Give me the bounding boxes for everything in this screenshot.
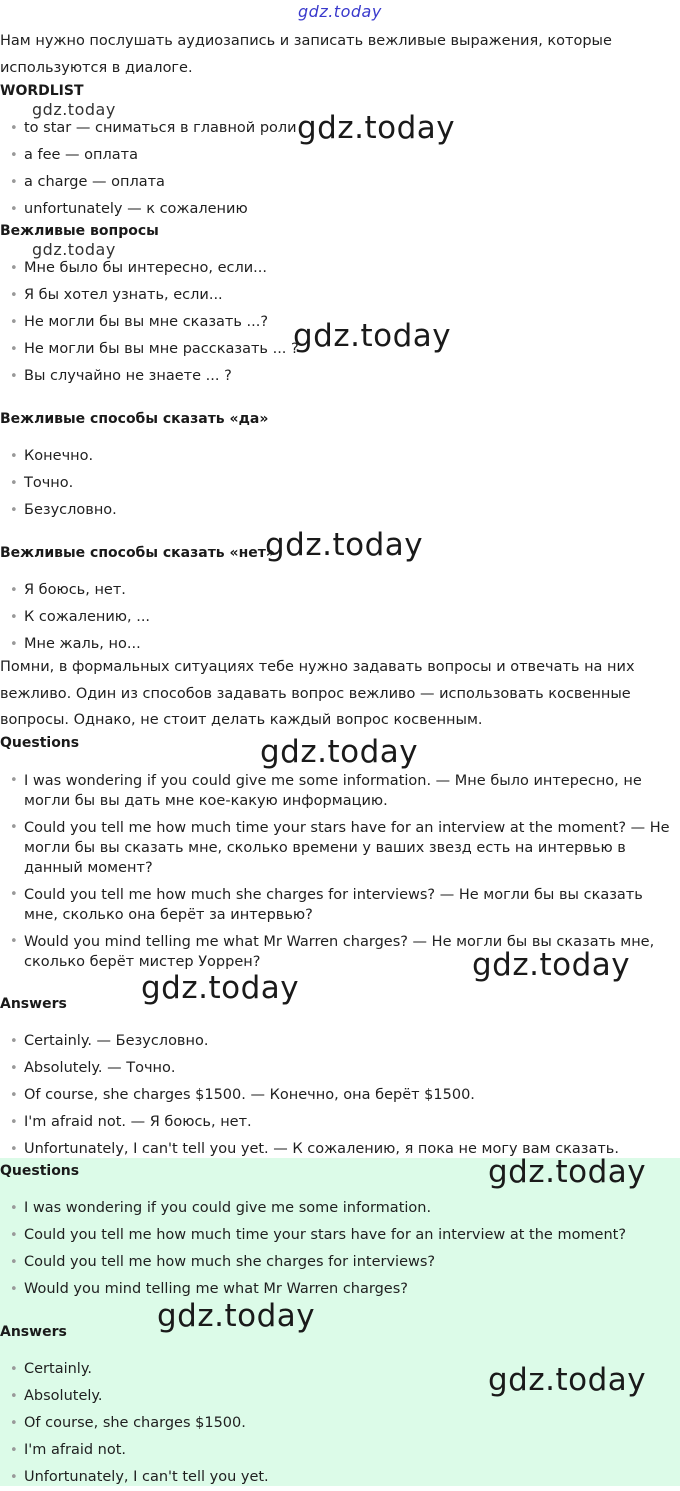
watermark: gdz.today: [488, 1154, 647, 1190]
list-item: • Вы случайно не знаете ... ?: [0, 363, 680, 390]
list-item: • Не могли бы вы мне рассказать ... ?: [0, 336, 680, 363]
list-item: • Unfortunately, I can't tell you yet.: [0, 1464, 680, 1491]
polite-no-list: [0, 577, 680, 658]
polite-no-heading: Вежливые способы сказать «нет»: [0, 545, 275, 561]
polite-yes-list: [0, 443, 680, 524]
watermark: gdz.today: [141, 970, 300, 1006]
answers-heading: Answers: [0, 996, 67, 1012]
watermark: gdz.today: [293, 318, 452, 354]
list-item: • Я боюсь, нет.: [0, 577, 680, 604]
list-item: • Certainly. — Безусловно.: [0, 1028, 680, 1055]
list-item: • Не могли бы вы мне сказать ...?: [0, 309, 680, 336]
list-item: • Of course, she charges $1500. — Конечно, она берёт $1500.: [0, 1082, 680, 1109]
list-item: • Unfortunately, I can't tell you yet. — К сожалению, я пока не могу вам сказать.: [0, 1136, 680, 1163]
list-item: • I was wondering if you could give me some information. — Мне было интересно, не могли бы вы дать мне кое-какую информацию.: [0, 771, 680, 811]
list-item: • Could you tell me how much time your stars have for an interview at the moment?: [0, 1222, 680, 1249]
intro-text: Нам нужно послушать аудиозапись и записать вежливые выражения, которые используются в диалоге.: [0, 33, 612, 76]
list-item: • a fee — оплата: [0, 142, 680, 169]
questions-heading: Questions: [0, 735, 80, 751]
polite-yes-heading: Вежливые способы сказать «да»: [0, 411, 269, 427]
watermark: gdz.today: [297, 110, 456, 146]
wordlist-heading: WORDLIST: [0, 83, 84, 99]
list-item: • Конечно.: [0, 443, 680, 470]
watermark-top: gdz.today: [298, 2, 382, 21]
list-item: • Точно.: [0, 470, 680, 497]
list-item: • Could you tell me how much she charges for interviews? — Не могли бы вы сказать мне, сколько она берёт за интервью?: [0, 885, 680, 925]
list-item: • to star — сниматься в главной роли: [0, 115, 680, 142]
watermark: gdz.today: [260, 734, 419, 770]
list-item: • Could you tell me how much time your stars have for an interview at the moment? — Не могли бы вы сказать мне, сколько времени у ваших звезд есть на интервью в данный момент?: [0, 818, 680, 878]
watermark: gdz.today: [265, 527, 424, 563]
list-item: • Мне жаль, но...: [0, 631, 680, 658]
list-item: • Absolutely. — Точно.: [0, 1055, 680, 1082]
list-item: • unfortunately — к сожалению: [0, 196, 680, 223]
list-item: • Certainly.: [0, 1356, 680, 1383]
questions-answer-list: [0, 1195, 680, 1303]
list-item: • a charge — оплата: [0, 169, 680, 196]
answer-questions-heading: Questions: [0, 1163, 80, 1179]
watermark: gdz.today: [157, 1298, 316, 1334]
list-item: • Would you mind telling me what Mr Warren charges?: [0, 1276, 680, 1303]
watermark: gdz.today: [488, 1362, 647, 1398]
list-item: • Я бы хотел узнать, если...: [0, 282, 680, 309]
watermark: gdz.today: [32, 100, 116, 119]
list-item: • Безусловно.: [0, 497, 680, 524]
list-item: • I'm afraid not.: [0, 1437, 680, 1464]
list-item: • Could you tell me how much she charges for interviews?: [0, 1249, 680, 1276]
list-item: • К сожалению, ...: [0, 604, 680, 631]
list-item: • Would you mind telling me what Mr Warren charges? — Не могли бы вы сказать мне, сколько берёт мистер Уоррен?: [0, 932, 680, 972]
remember-text: Помни, в формальных ситуациях тебе нужно задавать вопросы и отвечать на них вежливо. Один из способов задавать вопрос вежливо — использовать косвенные вопросы. Однако, не стоит делать каждый вопрос косвенным.: [0, 659, 635, 728]
answer-answers-heading: Answers: [0, 1324, 67, 1340]
list-item: • Of course, she charges $1500.: [0, 1410, 680, 1437]
list-item: • Мне было бы интересно, если...: [0, 255, 680, 282]
polite-questions-heading: Вежливые вопросы: [0, 223, 159, 239]
list-item: • I was wondering if you could give me some information.: [0, 1195, 680, 1222]
watermark: gdz.today: [32, 240, 116, 259]
answers-translated-list: [0, 1028, 680, 1163]
watermark: gdz.today: [472, 947, 631, 983]
list-item: • Absolutely.: [0, 1383, 680, 1410]
list-item: • I'm afraid not. — Я боюсь, нет.: [0, 1109, 680, 1136]
